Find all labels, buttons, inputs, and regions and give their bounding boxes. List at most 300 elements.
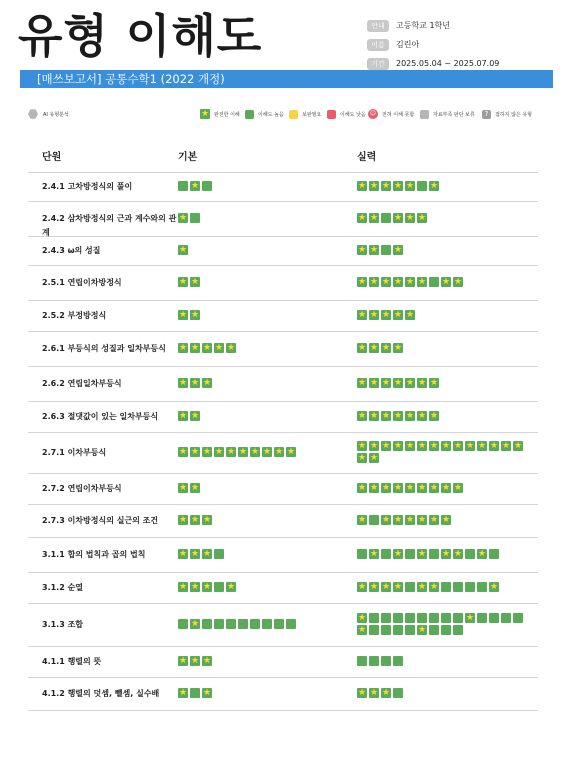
star-square-icon <box>369 378 379 388</box>
green-square-icon <box>226 619 236 629</box>
legend-label: 이해도 높음 <box>258 111 284 118</box>
legend-label: 접하지 않은 유형 <box>495 111 532 118</box>
unit-name: 2.6.2 연립일차부등식 <box>42 379 122 388</box>
sad-face-icon: ☺ <box>369 110 377 117</box>
star-square-icon <box>465 441 475 451</box>
student-info <box>367 16 499 73</box>
star-square-icon <box>429 515 439 525</box>
star-square-icon <box>393 245 403 255</box>
star-square-icon <box>441 277 451 287</box>
star-square-icon <box>477 549 487 559</box>
red-square-icon <box>327 110 336 119</box>
star-square-icon <box>513 441 523 451</box>
green-square-icon <box>381 613 391 623</box>
table-row <box>28 402 538 433</box>
green-square-icon <box>369 515 379 525</box>
star-square-icon <box>405 378 415 388</box>
basic-result-cells <box>178 619 358 631</box>
green-square-icon <box>393 688 403 698</box>
green-square-icon <box>453 613 463 623</box>
green-square-icon <box>441 582 451 592</box>
star-square-icon <box>405 483 415 493</box>
skill-result-cells <box>357 411 532 423</box>
star-square-icon <box>405 213 415 223</box>
skill-result-cells <box>357 656 532 668</box>
star-square-icon <box>190 483 200 493</box>
basic-result-cells <box>178 310 358 322</box>
table-row <box>28 678 538 711</box>
star-square-icon <box>417 483 427 493</box>
star-square-icon <box>190 378 200 388</box>
star-square-icon <box>357 688 367 698</box>
table-body <box>28 173 538 711</box>
star-square-icon <box>393 582 403 592</box>
star-square-icon <box>453 277 463 287</box>
green-square-icon <box>501 613 511 623</box>
skill-result-cells <box>357 277 532 289</box>
legend-item-star <box>200 107 240 121</box>
legend-item-red <box>327 107 366 121</box>
green-square-icon <box>214 582 224 592</box>
skill-result-cells <box>357 245 532 257</box>
star-square-icon <box>441 483 451 493</box>
star-square-icon <box>357 343 367 353</box>
legend-label: 전혀 이해 못함 <box>382 111 415 118</box>
star-square-icon <box>178 310 188 320</box>
star-square-icon <box>393 213 403 223</box>
star-square-icon <box>429 483 439 493</box>
star-square-icon <box>417 378 427 388</box>
star-square-icon <box>369 245 379 255</box>
green-square-icon <box>262 619 272 629</box>
star-square-icon <box>357 411 367 421</box>
skill-result-cells <box>357 343 532 355</box>
star-square-icon <box>393 441 403 451</box>
star-square-icon <box>369 453 379 463</box>
star-square-icon <box>381 441 391 451</box>
star-square-icon <box>417 277 427 287</box>
star-square-icon <box>226 343 236 353</box>
star-square-icon <box>190 656 200 666</box>
star-square-icon <box>381 515 391 525</box>
basic-result-cells <box>178 411 358 423</box>
unit-name: 2.5.2 부정방정식 <box>42 311 107 320</box>
unit-name: 2.4.3 ω의 성질 <box>42 246 101 255</box>
green-square-icon <box>393 656 403 666</box>
green-square-icon <box>190 688 200 698</box>
star-square-icon <box>501 441 511 451</box>
green-square-icon <box>214 619 224 629</box>
basic-result-cells <box>178 582 358 594</box>
legend-ai-label: AI 유형분석 <box>43 111 69 118</box>
star-square-icon <box>286 447 296 457</box>
yellow-square-icon <box>289 110 298 119</box>
star-square-icon <box>357 310 367 320</box>
basic-result-cells <box>178 688 358 700</box>
basic-result-cells <box>178 213 358 225</box>
green-square-icon <box>429 277 439 287</box>
table-row <box>28 266 538 301</box>
star-square-icon <box>357 483 367 493</box>
star-square-icon <box>369 310 379 320</box>
star-square-icon <box>190 447 200 457</box>
green-square-icon <box>453 582 463 592</box>
star-square-icon <box>369 688 379 698</box>
green-square-icon <box>369 613 379 623</box>
star-square-icon <box>489 441 499 451</box>
table-row <box>28 474 538 505</box>
star-square-icon <box>178 447 188 457</box>
star-square-icon <box>178 483 188 493</box>
green-square-icon <box>405 582 415 592</box>
star-square-icon <box>429 181 439 191</box>
star-square-icon <box>357 245 367 255</box>
col-header-unit: 단원 <box>42 152 62 163</box>
banner-text: [매쓰보고서] 공통수학1 (2022 개정) <box>37 72 225 86</box>
skill-result-cells <box>357 582 532 594</box>
unit-name: 4.1.1 행렬의 뜻 <box>42 657 102 666</box>
star-square-icon <box>393 515 403 525</box>
star-square-icon <box>190 411 200 421</box>
table-row <box>28 433 538 474</box>
col-header-basic: 기본 <box>178 152 198 163</box>
legend-item-gray <box>420 107 475 121</box>
table-row <box>28 173 538 202</box>
star-square-icon <box>381 582 391 592</box>
skill-result-cells <box>357 549 532 561</box>
table-row <box>28 301 538 332</box>
green-square-icon <box>369 656 379 666</box>
star-square-icon <box>369 549 379 559</box>
green-square-icon <box>513 613 523 623</box>
basic-result-cells <box>178 549 358 561</box>
skill-result-cells <box>357 181 532 193</box>
star-square-icon <box>393 181 403 191</box>
star-square-icon <box>417 411 427 421</box>
basic-result-cells <box>178 277 358 289</box>
unit-name: 2.7.2 연립이차부등식 <box>42 484 122 493</box>
star-square-icon <box>441 441 451 451</box>
star-square-icon <box>190 343 200 353</box>
skill-result-cells <box>357 483 532 495</box>
green-square-icon <box>202 619 212 629</box>
star-square-icon <box>393 483 403 493</box>
info-row-name <box>367 35 499 54</box>
star-square-icon <box>202 582 212 592</box>
unit-name: 3.1.1 합의 법칙과 곱의 법칙 <box>42 550 146 559</box>
star-square-icon <box>405 181 415 191</box>
green-square-icon <box>417 181 427 191</box>
skill-result-cells <box>357 310 532 322</box>
unit-name: 2.4.2 삼차방정식의 근과 계수와의 관계 <box>42 214 177 237</box>
star-square-icon <box>202 549 212 559</box>
star-square-icon <box>178 582 188 592</box>
green-square-icon <box>381 213 391 223</box>
info-key-label: 안내 <box>367 20 389 32</box>
star-square-icon <box>226 582 236 592</box>
legend-item-question <box>482 107 532 121</box>
green-square-icon <box>245 110 254 119</box>
star-square-icon <box>393 310 403 320</box>
legend-item-green <box>245 107 284 121</box>
star-square-icon <box>202 378 212 388</box>
skill-result-cells <box>357 688 532 700</box>
green-square-icon <box>441 625 451 635</box>
basic-result-cells <box>178 181 358 193</box>
table-header <box>28 140 538 173</box>
green-square-icon <box>357 656 367 666</box>
star-square-icon <box>357 582 367 592</box>
star-square-icon <box>405 441 415 451</box>
star-square-icon <box>417 515 427 525</box>
table-row <box>28 202 538 237</box>
green-square-icon <box>429 549 439 559</box>
star-square-icon <box>178 515 188 525</box>
star-square-icon <box>190 582 200 592</box>
star-square-icon <box>417 625 427 635</box>
star-square-icon <box>381 343 391 353</box>
green-square-icon <box>417 613 427 623</box>
green-square-icon <box>393 625 403 635</box>
table-row <box>28 367 538 402</box>
green-square-icon <box>286 619 296 629</box>
star-square-icon <box>178 277 188 287</box>
star-square-icon <box>405 515 415 525</box>
green-square-icon <box>489 549 499 559</box>
star-square-icon <box>178 549 188 559</box>
unit-name: 2.7.1 이차부등식 <box>42 448 107 457</box>
star-square-icon <box>405 310 415 320</box>
basic-result-cells <box>178 343 358 355</box>
green-square-icon <box>190 213 200 223</box>
star-square-icon <box>381 483 391 493</box>
legend-label: 보완필요 <box>302 111 322 118</box>
skill-result-cells <box>357 441 532 465</box>
unit-name: 2.7.3 이차방정식의 실근의 조건 <box>42 516 159 525</box>
green-square-icon <box>477 582 487 592</box>
star-square-icon <box>381 277 391 287</box>
star-square-icon <box>202 515 212 525</box>
star-square-icon <box>453 549 463 559</box>
star-square-icon <box>178 688 188 698</box>
info-period-value: 2025.05.04 ~ 2025.07.09 <box>396 59 500 68</box>
table-row <box>28 237 538 266</box>
green-square-icon <box>405 613 415 623</box>
star-square-icon <box>202 343 212 353</box>
gray-square-icon <box>420 110 429 119</box>
star-square-icon <box>381 688 391 698</box>
star-square-icon <box>393 277 403 287</box>
star-square-icon <box>274 447 284 457</box>
star-square-icon <box>190 549 200 559</box>
legend-label: 자료부족 판단 보류 <box>433 111 475 118</box>
star-square-icon <box>417 441 427 451</box>
star-square-icon <box>202 656 212 666</box>
green-square-icon <box>405 625 415 635</box>
star-square-icon <box>357 625 367 635</box>
green-square-icon <box>381 549 391 559</box>
legend-label: 완전한 이해 <box>214 111 240 118</box>
star-square-icon <box>381 310 391 320</box>
green-square-icon <box>453 625 463 635</box>
col-header-skill: 실력 <box>357 152 377 163</box>
star-square-icon <box>369 483 379 493</box>
green-square-icon <box>178 619 188 629</box>
info-row-grade <box>367 16 499 35</box>
star-square-icon <box>429 582 439 592</box>
info-name-value: 김린아 <box>396 40 420 49</box>
star-square-icon <box>202 447 212 457</box>
star-square-icon <box>250 447 260 457</box>
star-square-icon <box>429 411 439 421</box>
star-square-icon <box>393 549 403 559</box>
green-square-icon <box>441 613 451 623</box>
unit-name: 2.5.1 연립이차방정식 <box>42 278 122 287</box>
star-square-icon <box>489 582 499 592</box>
star-square-icon <box>262 447 272 457</box>
table-row <box>28 538 538 573</box>
table-row <box>28 604 538 647</box>
legend-item-smile <box>368 107 414 121</box>
info-grade-value: 고등학교 1학년 <box>396 21 451 30</box>
star-square-icon <box>369 441 379 451</box>
star-square-icon <box>190 277 200 287</box>
unit-name: 3.1.2 순열 <box>42 583 84 592</box>
green-square-icon <box>393 613 403 623</box>
star-square-icon <box>381 411 391 421</box>
green-square-icon <box>202 181 212 191</box>
hexagon-icon <box>28 109 38 119</box>
star-square-icon <box>178 378 188 388</box>
info-key-label: 이름 <box>367 39 389 51</box>
green-square-icon <box>357 549 367 559</box>
skill-result-cells <box>357 378 532 390</box>
star-square-icon <box>369 181 379 191</box>
basic-result-cells <box>178 483 358 495</box>
star-icon <box>200 109 210 119</box>
star-square-icon <box>417 549 427 559</box>
green-square-icon <box>250 619 260 629</box>
green-square-icon <box>429 613 439 623</box>
legend-item-yellow <box>289 107 321 121</box>
star-square-icon <box>178 213 188 223</box>
star-square-icon <box>357 181 367 191</box>
legend-ai <box>28 107 69 121</box>
basic-result-cells <box>178 656 358 668</box>
star-square-icon <box>214 447 224 457</box>
star-square-icon <box>178 343 188 353</box>
understanding-table <box>28 140 538 711</box>
star-square-icon <box>441 549 451 559</box>
star-square-icon <box>369 582 379 592</box>
star-square-icon <box>369 277 379 287</box>
star-square-icon <box>357 378 367 388</box>
star-square-icon <box>357 515 367 525</box>
green-square-icon <box>405 549 415 559</box>
star-square-icon <box>465 613 475 623</box>
star-square-icon <box>405 411 415 421</box>
unit-name: 2.6.1 부등식의 성질과 일차부등식 <box>42 344 166 353</box>
star-square-icon <box>381 378 391 388</box>
table-row <box>28 573 538 604</box>
star-square-icon <box>178 245 188 255</box>
star-square-icon <box>417 582 427 592</box>
star-square-icon <box>357 277 367 287</box>
star-square-icon <box>238 447 248 457</box>
green-square-icon <box>429 625 439 635</box>
basic-result-cells <box>178 515 358 527</box>
green-square-icon <box>465 582 475 592</box>
unit-name: 2.4.1 고차방정식의 풀이 <box>42 182 133 191</box>
basic-result-cells <box>178 245 358 257</box>
skill-result-cells <box>357 515 532 527</box>
unit-name: 3.1.3 조합 <box>42 620 84 629</box>
green-square-icon <box>369 625 379 635</box>
star-square-icon <box>178 411 188 421</box>
star-square-icon <box>429 441 439 451</box>
star-square-icon <box>381 181 391 191</box>
table-row <box>28 332 538 367</box>
table-row <box>28 505 538 538</box>
table-row <box>28 647 538 678</box>
star-square-icon <box>357 213 367 223</box>
star-square-icon <box>357 613 367 623</box>
star-square-icon <box>190 310 200 320</box>
green-square-icon <box>214 549 224 559</box>
legend-label: 이해도 낮음 <box>340 111 366 118</box>
unit-name: 2.6.3 절댓값이 있는 일차부등식 <box>42 412 159 421</box>
page-title: 유형 이해도 <box>18 9 263 63</box>
star-square-icon <box>441 515 451 525</box>
question-mark-icon: ? <box>482 110 491 119</box>
star-square-icon <box>190 619 200 629</box>
unit-name: 4.1.2 행렬의 덧셈, 뺄셈, 실수배 <box>42 689 160 698</box>
star-square-icon <box>393 343 403 353</box>
green-square-icon <box>274 619 284 629</box>
legend <box>28 107 543 121</box>
star-square-icon <box>190 181 200 191</box>
star-square-icon <box>405 277 415 287</box>
skill-result-cells <box>357 213 532 225</box>
star-square-icon <box>393 411 403 421</box>
green-square-icon <box>381 656 391 666</box>
green-square-icon <box>178 181 188 191</box>
star-square-icon <box>453 483 463 493</box>
green-square-icon <box>477 613 487 623</box>
star-square-icon <box>226 447 236 457</box>
star-square-icon <box>202 688 212 698</box>
star-square-icon <box>477 441 487 451</box>
star-square-icon <box>190 515 200 525</box>
star-square-icon <box>393 378 403 388</box>
star-square-icon <box>357 453 367 463</box>
green-square-icon <box>381 625 391 635</box>
green-square-icon <box>465 549 475 559</box>
basic-result-cells <box>178 378 358 390</box>
star-square-icon <box>369 343 379 353</box>
star-square-icon <box>214 343 224 353</box>
skill-result-cells <box>357 613 532 637</box>
star-square-icon <box>369 411 379 421</box>
star-square-icon <box>357 441 367 451</box>
green-square-icon <box>489 613 499 623</box>
info-key-label: 기간 <box>367 58 389 70</box>
basic-result-cells <box>178 447 358 459</box>
star-square-icon <box>178 656 188 666</box>
star-square-icon <box>417 213 427 223</box>
star-square-icon <box>429 378 439 388</box>
green-square-icon <box>381 245 391 255</box>
